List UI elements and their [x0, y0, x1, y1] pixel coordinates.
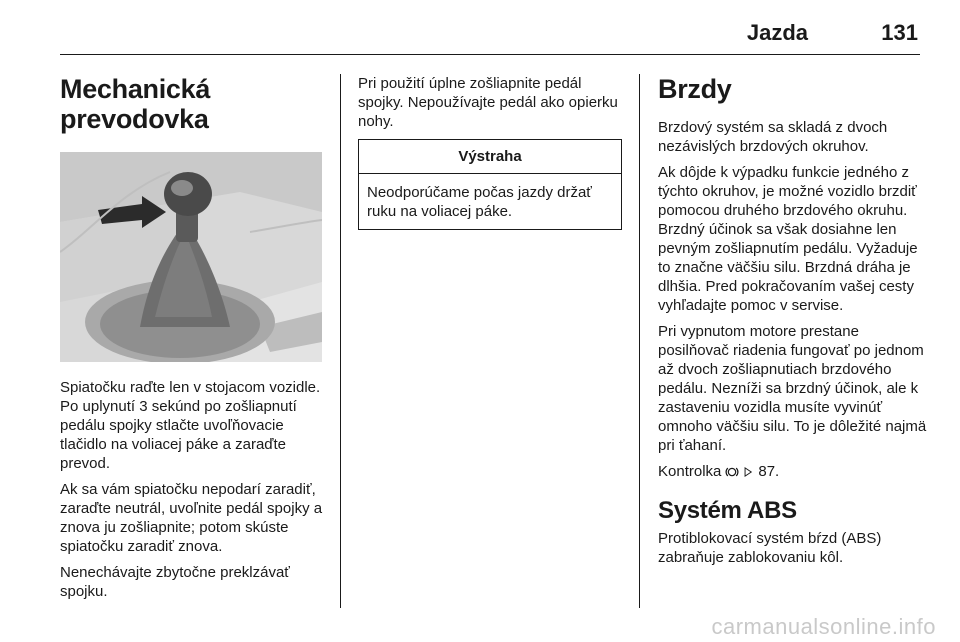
- title-line-1: Mechanická: [60, 74, 211, 104]
- control-light-reference: [658, 462, 928, 481]
- column-3: [658, 74, 928, 574]
- paragraph: Nenechávajte zbytočne preklzávať spojku.: [60, 564, 290, 600]
- column-1: [60, 74, 324, 608]
- column-divider: [639, 74, 640, 608]
- page-header: [60, 14, 920, 55]
- paragraph: Ak dôjde k výpadku funkcie jedného z týchto okruhov, je možné vozidlo brzdiť pomocou druhého brzdového okruhu. Brzdný účinok sa však dosiahne len pevným zošliapnutím pedálu. Vyžaduje to značne väčšiu silu. Brzdná dráha je dlhšia. Pred pokračovaním vašej cesty vyhľadajte pomoc v servise.: [658, 164, 918, 314]
- subsection-title: Systém ABS: [658, 497, 797, 524]
- paragraph: Spiatočku raďte len v stojacom vozidle. Po uplynutí 3 sekúnd po zošliapnutí pedálu spojky stlačte uvoľňovacie tlačidlo na voliacej páke a zaraďte prevod.: [60, 379, 321, 472]
- paragraph: Protiblokovací systém bŕzd (ABS) zabraňuje zablokovaniu kôl.: [658, 530, 882, 566]
- section-title: Brzdy: [658, 74, 732, 104]
- control-label: Kontrolka: [658, 463, 722, 480]
- section-title: [60, 74, 324, 134]
- paragraph: Brzdový systém sa skladá z dvoch nezávislých brzdových okruhov.: [658, 119, 888, 155]
- warning-title: Výstraha: [359, 140, 621, 174]
- warning-text: Neodporúčame počas jazdy držať ruku na voliacej páke.: [367, 184, 592, 220]
- paragraph: Pri vypnutom motore prestane posilňovač riadenia fungovať po jednom až dvoch zošliapnutiach brzdového pedálu. Nezníži sa brzdný účinok, ale k zastaveniu vozidla musíte vyvinúť omnoho väčšiu silu. To je dôležité najmä pri ťahaní.: [658, 323, 927, 454]
- page-reference-icon: [743, 465, 754, 479]
- section-name: Jazda: [746, 20, 808, 45]
- brake-warning-icon: [725, 465, 739, 479]
- page-number: 131: [881, 20, 918, 45]
- warning-box: [358, 139, 622, 230]
- control-page: 87.: [758, 463, 780, 480]
- watermark: carmanualsonline.info: [711, 614, 936, 639]
- paragraph: Pri použití úplne zošliapnite pedál spojky. Nepoužívajte pedál ako opierku nohy.: [358, 75, 618, 130]
- paragraph: Ak sa vám spiatočku nepodarí zaradiť, zaraďte neutrál, uvoľnite pedál spojky a znova ju zošliapnite; potom skúste spiatočku zaradiť znova.: [60, 481, 323, 555]
- column-2: [358, 74, 622, 230]
- column-divider: [340, 74, 341, 608]
- gear-shift-illustration: [60, 152, 322, 362]
- title-line-2: prevodovka: [60, 104, 209, 134]
